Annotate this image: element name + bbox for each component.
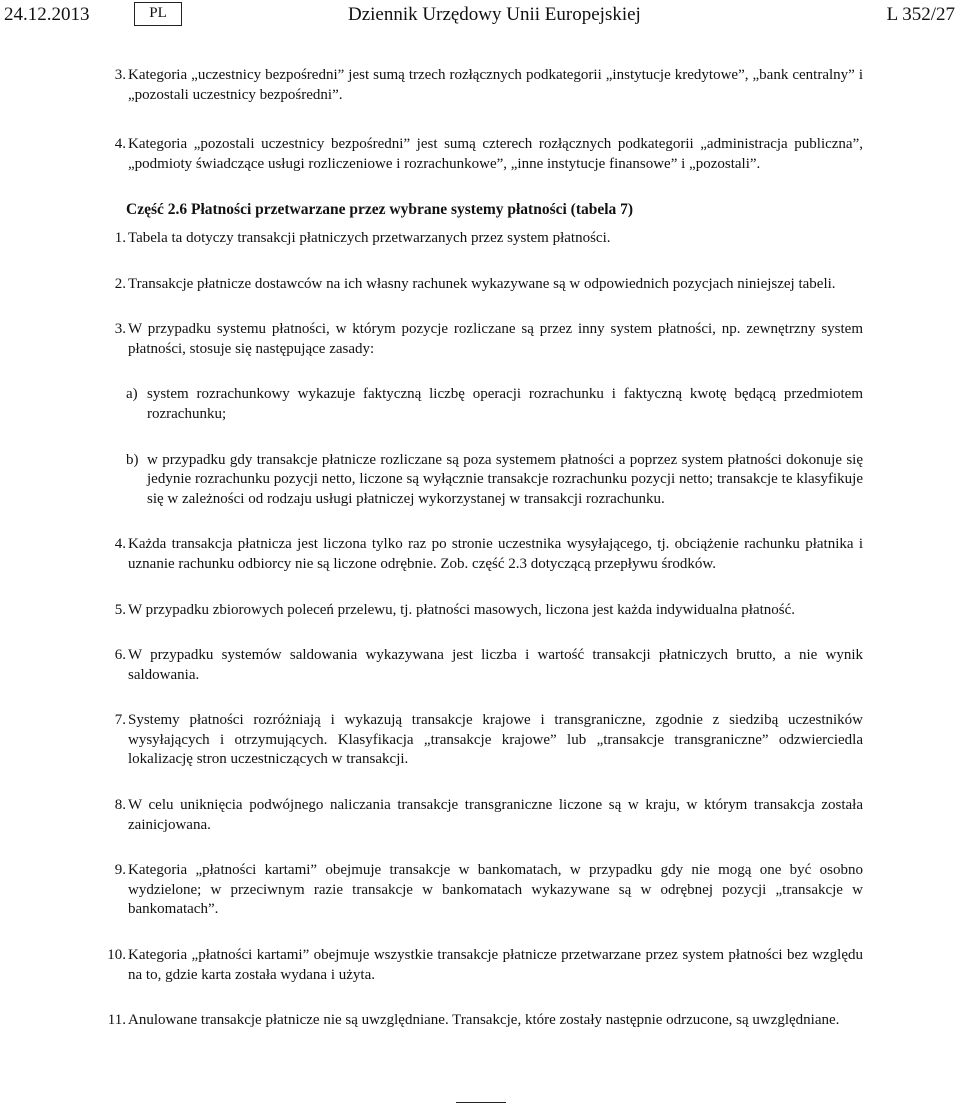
item-number: 4.: [114, 136, 126, 153]
item-number: 8.: [114, 797, 126, 814]
item-number: 10.: [107, 947, 126, 964]
item-number: 5.: [114, 601, 126, 618]
sub-item-letter: b): [126, 451, 139, 468]
list-item: [107, 601, 863, 621]
item-text: Każda transakcja płatnicza jest liczona tylko raz po stronie uczestnika wysyłającego, tj. obciążenie rachunku płatnika i uznanie rachunku odbiorcy nie są liczone odrębnie. Zob. część 2.3 dotyczącą przepływu środków.: [128, 536, 863, 572]
sub-item-letter: a): [126, 386, 138, 403]
item-text: Anulowane transakcje płatnicze nie są uwzględniane. Transakcje, które zostały następnie odrzucone, są uwzględniane.: [128, 1012, 840, 1029]
item-number: 3.: [114, 321, 126, 338]
item-number: 4.: [114, 536, 126, 553]
item-number: 9.: [114, 862, 126, 879]
sub-list-item: [126, 385, 863, 424]
sub-item-text: w przypadku gdy transakcje płatnicze rozliczane są poza systemem płatności a poprzez system płatności dokonuje się jedynie rozrachunku pozycji netto, liczone są wyłącznie transakcje rozrachunku pozycji netto; transakcje te klasyfikuje się w zależności od rodzaju usługi płatniczej wykorzystanej w transakcji rozrachunku.: [147, 451, 863, 507]
list-item: [107, 861, 863, 920]
item-text: Kategoria „pozostali uczestnicy bezpośredni” jest sumą czterech rozłącznych podkategorii „administracja publiczna”, „podmioty świadczące usługi rozliczeniowe i rozrachunkowe”, „inne instytucje finansowe” i „pozostali”.: [128, 136, 863, 172]
list-item: [107, 646, 863, 685]
item-text: Systemy płatności rozróżniają i wykazują transakcje krajowe i transgraniczne, zgodnie z siedzibą uczestników wysyłających i otrzymujących. Klasyfikacja „transakcje krajowe” lub „transakcje transgraniczne” odzwierciedla lokalizację stron uczestniczących w transakcji.: [128, 712, 863, 768]
item-number: 11.: [107, 1012, 126, 1029]
list-item: [107, 320, 863, 359]
item-number: 1.: [114, 229, 126, 246]
page-reference: L 352/27: [886, 4, 955, 25]
item-text: W przypadku systemów saldowania wykazywana jest liczba i wartość transakcji płatniczych brutto, a nie wynik saldowania.: [128, 647, 863, 683]
item-number: 7.: [114, 712, 126, 729]
list-item: [107, 229, 863, 249]
item-text: W przypadku zbiorowych poleceń przelewu, tj. płatności masowych, liczona jest każda indywidualna płatność.: [128, 601, 796, 618]
document-body: [107, 66, 863, 1031]
publication-date: 24.12.2013: [4, 4, 90, 25]
page-header: [0, 0, 960, 30]
list-item: [107, 66, 863, 105]
item-text: W celu uniknięcia podwójnego naliczania transakcje transgraniczne liczone są w kraju, w którym transakcja została zainicjowana.: [128, 797, 863, 833]
footer-rule: [456, 1102, 506, 1103]
item-text: Kategoria „płatności kartami” obejmuje transakcje w bankomatach, w przypadku gdy nie mogą one być osobno wydzielone; w przeciwnym razie transakcje w bankomatach wykazywane są w odrębnej pozycji „transakcje w bankomatach”.: [128, 862, 863, 918]
list-item: [107, 1011, 863, 1031]
journal-title: Dziennik Urzędowy Unii Europejskiej: [348, 4, 641, 25]
item-text: Transakcje płatnicze dostawców na ich własny rachunek wykazywane są w odpowiednich pozycjach niniejszej tabeli.: [128, 275, 836, 292]
list-item: [107, 535, 863, 574]
list-item: [107, 275, 863, 295]
item-text: Kategoria „uczestnicy bezpośredni” jest sumą trzech rozłącznych podkategorii „instytucje kredytowe”, „bank centralny” i „pozostali uczestnicy bezpośredni”.: [128, 67, 863, 103]
item-number: 6.: [114, 647, 126, 664]
item-text: Kategoria „płatności kartami” obejmuje wszystkie transakcje płatnicze przetwarzane przez system płatności bez względu na to, gdzie karta została wydana i użyta.: [128, 947, 863, 983]
sub-item-text: system rozrachunkowy wykazuje faktyczną liczbę operacji rozrachunku i faktyczną kwotę będącą przedmiotem rozrachunku;: [147, 386, 863, 422]
list-item: [107, 796, 863, 835]
list-item: [107, 711, 863, 770]
language-badge: PL: [134, 2, 182, 26]
item-text: W przypadku systemu płatności, w którym pozycje rozliczane są przez inny system płatności, np. zewnętrzny system płatności, stosuje się następujące zasady:: [128, 321, 863, 357]
item-number: 3.: [114, 67, 126, 83]
sub-list-item: [126, 451, 863, 510]
section-heading: Część 2.6 Płatności przetwarzane przez wybrane systemy płatności (tabela 7): [126, 201, 634, 219]
list-item: [107, 135, 863, 174]
list-item: [107, 946, 863, 985]
item-text: Tabela ta dotyczy transakcji płatniczych przetwarzanych przez system płatności.: [128, 229, 611, 246]
item-number: 2.: [114, 275, 126, 292]
